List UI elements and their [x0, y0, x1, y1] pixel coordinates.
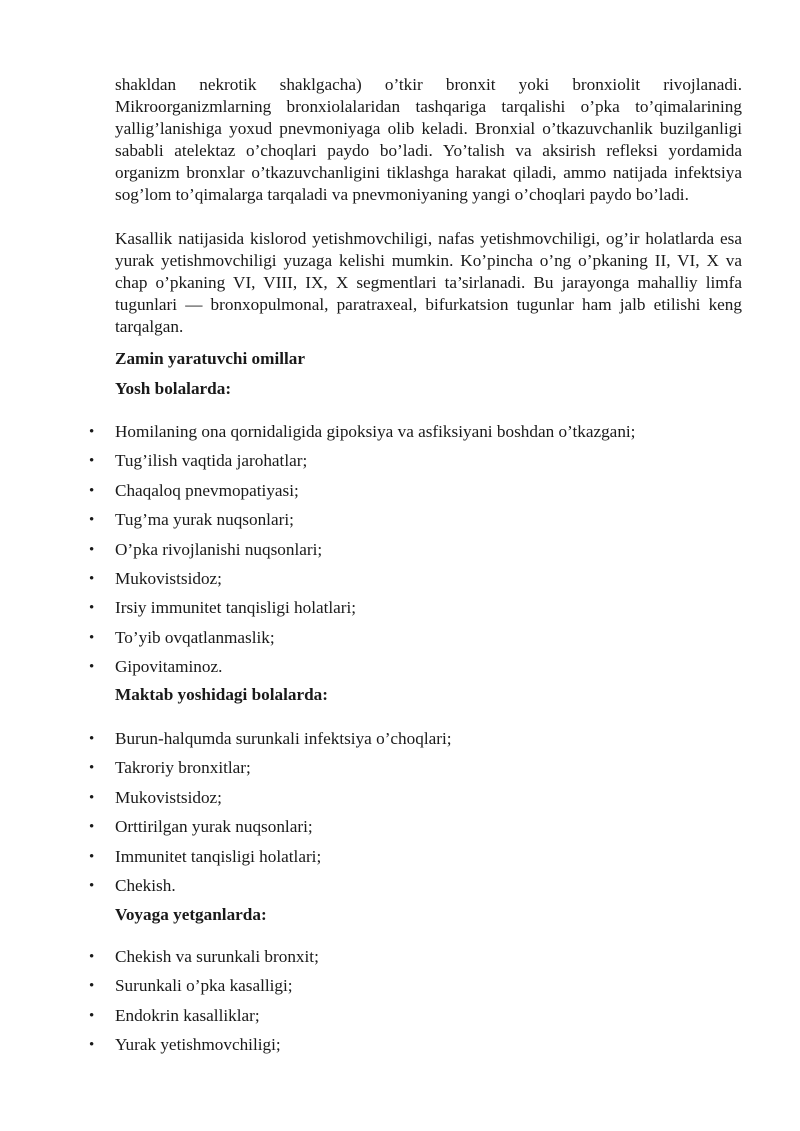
- list-item: • Mukovistsidoz;: [89, 787, 222, 807]
- bullet-icon: •: [89, 877, 95, 894]
- section-title: Zamin yaratuvchi omillar: [115, 349, 306, 368]
- list-item: • Endokrin kasalliklar;: [89, 1005, 260, 1025]
- list-item: • Immunitet tanqisligi holatlari;: [89, 846, 322, 866]
- bullet-icon: •: [89, 424, 95, 440]
- bullet-icon: •: [89, 600, 95, 617]
- list-item: • O’pka rivojlanishi nuqsonlari;: [89, 539, 323, 559]
- list-item: • Chaqaloq pnevmopatiyasi;: [89, 480, 299, 500]
- list-item: • Chekish.: [89, 875, 176, 895]
- bullet-icon: •: [89, 541, 95, 558]
- group-heading-school-children: Maktab yoshidagi bolalarda:: [115, 685, 328, 704]
- list-item: • To’yib ovqatlanmaslik;: [89, 627, 275, 647]
- list-item: • Yurak yetishmovchiligi;: [89, 1035, 281, 1055]
- bullet-icon: •: [89, 570, 95, 587]
- list-school-children: [0, 728, 800, 904]
- bullet-icon: •: [89, 659, 95, 676]
- bullet-icon: •: [89, 1037, 95, 1054]
- bullet-icon: •: [89, 949, 95, 965]
- list-item: • Tug’ilish vaqtida jarohatlar;: [89, 451, 308, 471]
- bullet-icon: •: [89, 848, 95, 865]
- paragraph-1: shakldan nekrotik shaklgacha) o’tkir bronxit yoki bronxiolit rivojlanadi. Mikroorganizmlarning bronxiolalaridan tashqariga tarqalishi o’pka to’qimalarining yallig’lanishiga yoxud pnevmoniyaga olib keladi. Bronxial o’tkazuvchanlik buzilganligi sababli atelektaz o’choqlari paydo bo’ladi. Yo’talish va aksirish refleksi yordamida organizm bronxlar o’tkazuvchanligini tiklashga harakat qiladi, ammo natijada infektsiya sog’lom to’qimalarga tarqaladi va pnevmoniyaning yangi o’choqlari paydo bo’ladi.: [115, 75, 742, 204]
- list-item: • Homilaning ona qornidaligida gipoksiya va asfiksiyani boshdan o’tkazgani;: [89, 422, 636, 441]
- list-item: • Burun-halqumda surunkali infektsiya o’choqlari;: [89, 729, 452, 748]
- bullet-icon: •: [89, 482, 95, 499]
- bullet-icon: •: [89, 978, 95, 995]
- list-item: • Mukovistsidoz;: [89, 568, 222, 588]
- paragraph-2: Kasallik natijasida kislorod yetishmovchiligi, nafas yetishmovchiligi, og’ir holatlarda esa yurak yetishmovchiligi yuzaga kelishi mumkin. Ko’pincha o’ng o’pkaning II, VI, X va chap o’pkaning VI, VIII, IX, X segmentlari ta’sirlanadi. Bu jarayonga mahalliy limfa tugunlari — bronxopulmonal, paratraxeal, bifurkatsion tugunlar ham jalb etilishi keng tarqalgan.: [115, 229, 742, 336]
- bullet-icon: •: [89, 1007, 95, 1024]
- list-adults: [0, 946, 800, 1064]
- bullet-icon: •: [89, 512, 95, 529]
- bullet-icon: •: [89, 453, 95, 470]
- list-young-children: [0, 421, 800, 686]
- list-item: • Irsiy immunitet tanqisligi holatlari;: [89, 598, 357, 618]
- group-heading-adults: Voyaga yetganlarda:: [115, 905, 267, 924]
- bullet-icon: •: [89, 789, 95, 806]
- list-item: • Takroriy bronxitlar;: [89, 758, 251, 778]
- group-heading-young-children: Yosh bolalarda:: [115, 379, 232, 398]
- list-item: • Tug’ma yurak nuqsonlari;: [89, 510, 294, 530]
- bullet-icon: •: [89, 731, 95, 747]
- bullet-icon: •: [89, 760, 95, 777]
- bullet-icon: •: [89, 819, 95, 836]
- list-item: • Gipovitaminoz.: [89, 657, 223, 677]
- list-item: • Chekish va surunkali bronxit;: [89, 947, 319, 966]
- list-item: • Surunkali o’pka kasalligi;: [89, 976, 293, 996]
- list-item: • Orttirilgan yurak nuqsonlari;: [89, 817, 313, 837]
- bullet-icon: •: [89, 629, 95, 646]
